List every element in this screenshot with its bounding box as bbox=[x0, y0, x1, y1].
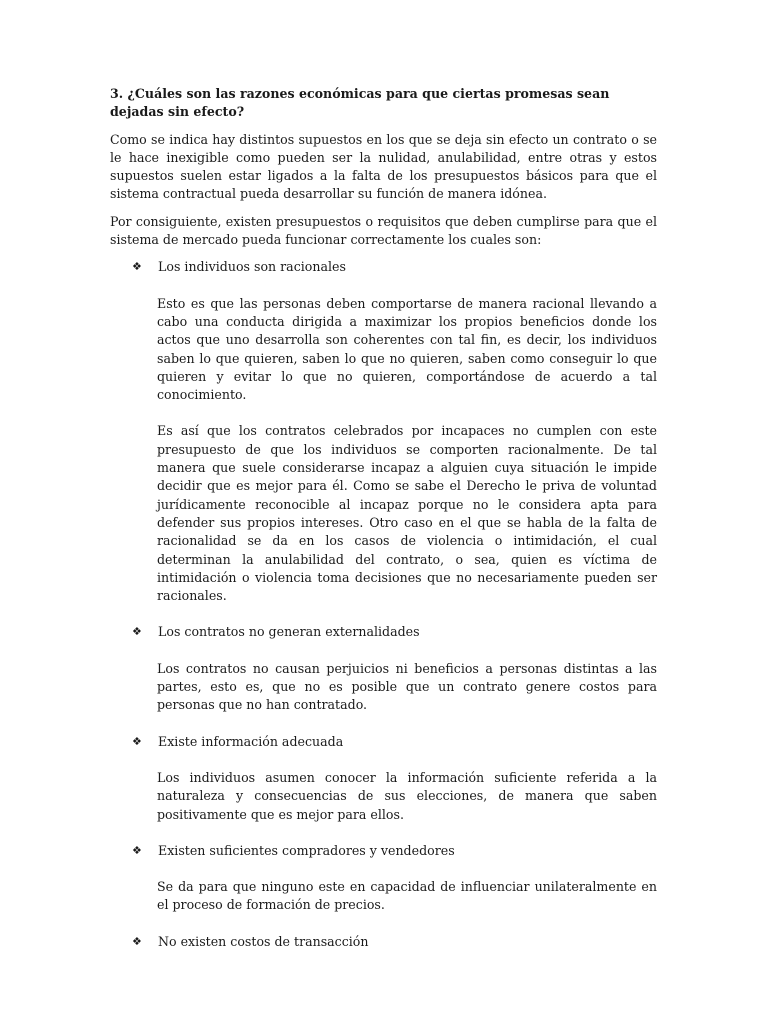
list-item-title: No existen costos de transacción bbox=[158, 933, 369, 949]
list-item-paragraph: Los individuos asumen conocer la información suficiente referida a la naturaleza y consecuencias de sus elecciones, de manera que saben positivamente que es mejor para ellos. bbox=[157, 769, 657, 822]
list-item-header bbox=[110, 733, 657, 751]
diamond-bullet-icon: ❖ bbox=[132, 934, 142, 948]
list-item-header bbox=[110, 933, 657, 951]
diamond-bullet-icon: ❖ bbox=[132, 260, 142, 274]
list-item-title: Los individuos son racionales bbox=[158, 259, 346, 275]
list-item-paragraph: Se da para que ninguno este en capacidad de influenciar unilateralmente en el proceso de formación de precios. bbox=[157, 879, 657, 913]
diamond-bullet-icon: ❖ bbox=[132, 734, 142, 748]
list-item-header bbox=[110, 258, 657, 276]
list-item-paragraph: Esto es que las personas deben comportarse de manera racional llevando a cabo una conducta dirigida a maximizar los propios beneficios donde los actos que uno desarrolla son coherentes con tal fin, es decir, los individuos saben lo que quieren, saben lo que no quieren, saben como conseguir lo que quieren y evitar lo que no quieren, comportándose de acuerdo a tal conocimiento. bbox=[157, 295, 657, 403]
list-item bbox=[110, 933, 657, 951]
diamond-bullet-icon: ❖ bbox=[132, 625, 142, 639]
list-item bbox=[110, 258, 657, 605]
intro-paragraph: Como se indica hay distintos supuestos en los que se deja sin efecto un contrato o se le hace inexigible como pueden ser la nulidad, anulabilidad, entre otras y estos supuestos suelen estar ligados a la falta de los presupuestos básicos para que el sistema contractual pueda desarrollar su función de manera idónea. bbox=[110, 131, 657, 202]
list-item-title: Los contratos no generan externalidades bbox=[158, 624, 420, 640]
list-item-title: Existen suficientes compradores y vendedores bbox=[158, 842, 455, 858]
list-item-header bbox=[110, 842, 657, 860]
list-item bbox=[110, 623, 657, 714]
list-item-paragraph: Es así que los contratos celebrados por incapaces no cumplen con este presupuesto de que los individuos se comporten racionalmente. De tal manera que suele considerarse incapaz a alguien cuya situación le impide decidir que es mejor para él. Como se sabe el Derecho le priva de voluntad jurídicamente reconocible al incapaz porque no le considera apta para defender sus propios intereses. Otro caso en el que se habla de la falta de racionalidad se da en los casos de violencia o intimidación, el cual determinan la anulabilidad del contrato, o sea, quien es víctima de intimidación o violencia toma decisiones que no necesariamente pueden ser racionales. bbox=[157, 423, 657, 604]
diamond-bullet-icon: ❖ bbox=[132, 843, 142, 857]
intro-paragraph: Por consiguiente, existen presupuestos o requisitos que deben cumplirse para que el sistema de mercado pueda funcionar correctamente los cuales son: bbox=[110, 213, 657, 248]
document-page bbox=[110, 85, 657, 969]
list-item bbox=[110, 733, 657, 824]
list-item-header bbox=[110, 623, 657, 641]
list-item bbox=[110, 842, 657, 915]
list-item-title: Existe información adecuada bbox=[158, 733, 344, 749]
list-item-paragraph: Los contratos no causan perjuicios ni beneficios a personas distintas a las partes, esto es, que no es posible que un contrato genere costos para personas que no han contratado. bbox=[157, 660, 657, 713]
section-heading: 3. ¿Cuáles son las razones económicas para que ciertas promesas sean dejadas sin efecto? bbox=[110, 86, 610, 120]
